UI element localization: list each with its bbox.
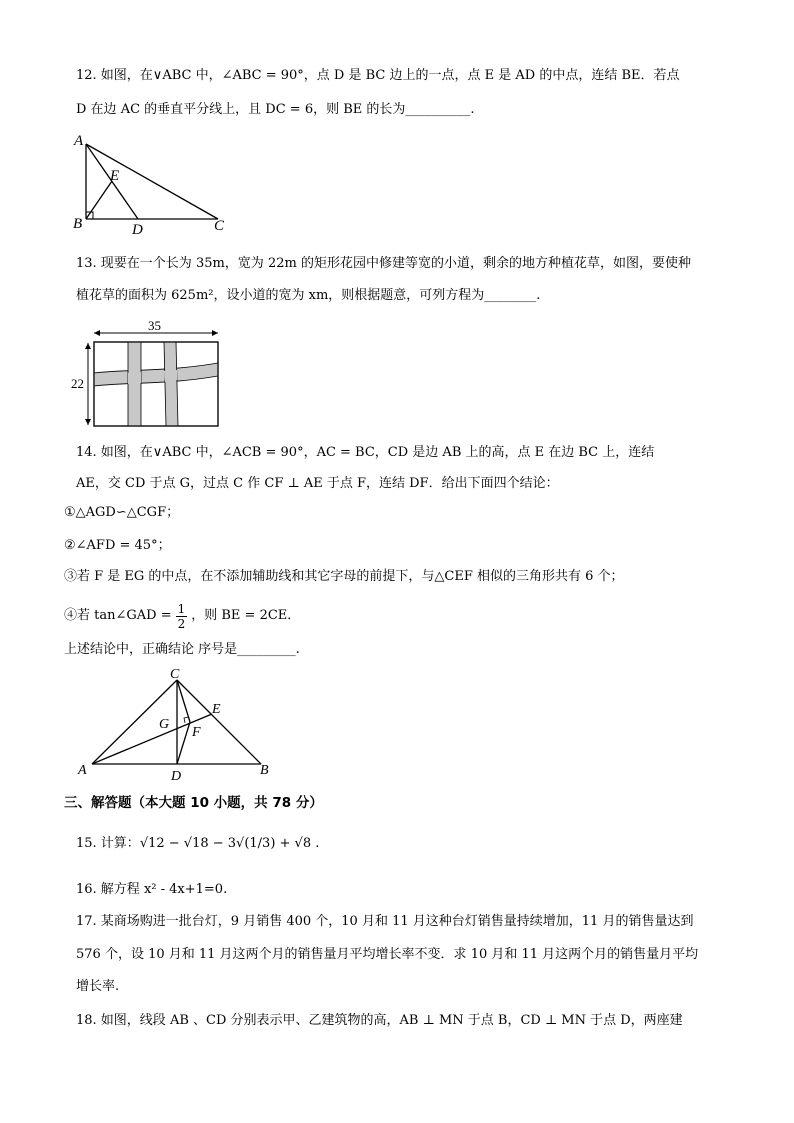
c4-prefix: ④若 tan∠GAD =	[64, 608, 172, 623]
q18-line1: 18. 如图，线段 AB 、CD 分别表示甲、乙建筑物的高，AB ⊥ MN 于点 B，CD ⊥ MN 于点 D，两座建	[76, 1013, 683, 1028]
label-e: E	[110, 168, 120, 184]
q16: 16. 解方程 x² - 4x+1=0.	[76, 882, 228, 897]
q14-ask: 上述结论中，正确结论 序号是_________.	[64, 642, 300, 657]
q14-conclusion-1: ①△AGD∽△CGF；	[64, 505, 180, 520]
q14-conclusion-2: ②∠AFD = 45°；	[64, 538, 171, 553]
label-d: D	[171, 769, 182, 784]
label-b: B	[260, 763, 269, 778]
q14-triangle-figure	[72, 666, 282, 784]
q15-expression: √12 − √18 − 3√(1/3) + √8 .	[139, 836, 320, 851]
q13-line2: 植花草的面积为 625m²，设小道的宽为 xm，则根据题意，可列方程为________.	[76, 288, 541, 303]
q17-line1: 17. 某商场购进一批台灯，9 月销售 400 个，10 月和 11 月这种台灯销售量持续增加，11 月的销售量达到	[76, 914, 694, 929]
fraction	[176, 602, 188, 631]
q17-line3: 增长率.	[76, 979, 120, 994]
q14-line2: AE，交 CD 于点 G，过点 C 作 CF ⊥ AE 于点 F，连结 DF．给出下面四个结论：	[76, 476, 559, 491]
width-label: 35	[148, 318, 161, 333]
c4-suffix: ，则 BE = 2CE．	[191, 608, 301, 623]
section-heading: 三、解答题（本大题 10 小题，共 78 分）	[64, 795, 323, 811]
q15	[76, 834, 319, 854]
q12-triangle-figure	[68, 128, 238, 240]
label-f: F	[192, 725, 201, 740]
fraction-denominator: 2	[177, 616, 186, 631]
label-e: E	[212, 702, 221, 717]
q12-line1: 12. 如图，在∨ABC 中，∠ABC = 90°，点 D 是 BC 边上的一点，点 E 是 AD 的中点，连结 BE．若点	[76, 68, 680, 83]
q13-garden-figure	[66, 316, 226, 434]
label-g: G	[159, 717, 170, 732]
height-label: 22	[71, 376, 84, 391]
q14-line1: 14. 如图，在∨ABC 中，∠ACB = 90°，AC = BC，CD 是边 AB 上的高，点 E 在边 BC 上，连结	[76, 445, 655, 460]
q13-line1: 13. 现要在一个长为 35m，宽为 22m 的矩形花园中修建等宽的小道，剩余的地方种植花草，如图，要使种	[76, 256, 691, 271]
label-d: D	[132, 222, 143, 238]
label-c: C	[214, 218, 225, 234]
q14-conclusion-4	[64, 598, 300, 634]
q12-line2: D 在边 AC 的垂直平分线上，且 DC = 6，则 BE 的长为__________.	[76, 102, 475, 117]
label-b: B	[73, 216, 83, 232]
label-a: A	[74, 133, 84, 149]
label-a: A	[78, 763, 87, 778]
q17-line2: 576 个，设 10 月和 11 月这两个月的销售量月平均增长率不变．求 10 月和 11 月这两个月的销售量月平均	[76, 947, 699, 962]
fraction-numerator: 1	[177, 601, 186, 616]
label-c: C	[170, 667, 180, 682]
q15-prefix: 15. 计算：	[76, 836, 140, 851]
q14-conclusion-3: ③若 F 是 EG 的中点，在不添加辅助线和其它字母的前提下，与△CEF 相似的三角形共有 6 个；	[64, 569, 624, 584]
